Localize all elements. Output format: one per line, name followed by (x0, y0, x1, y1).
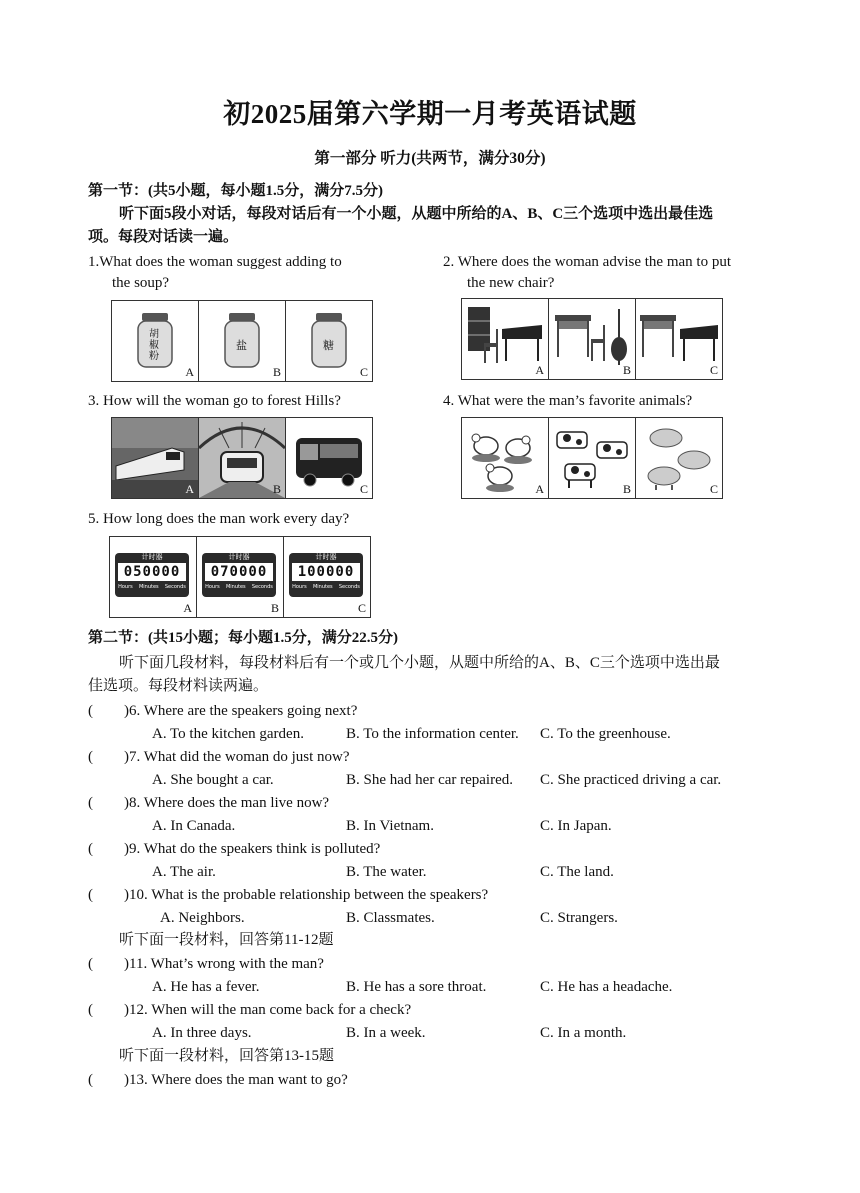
q2-stem-cont: the new chair? (467, 275, 555, 291)
jar-label: 盐 (236, 339, 247, 352)
timer-unit-label: Seconds (251, 584, 273, 590)
q1-option-c-image (286, 301, 372, 381)
q5-stem: 5. How long does the man work every day? (88, 511, 350, 527)
timer-label: 计时器 (228, 553, 250, 561)
q11-stem: )11. What’s wrong with the man? (124, 956, 324, 972)
timer-units (289, 584, 363, 590)
q8-option-a[interactable]: A. In Canada. (152, 818, 236, 834)
timer-digits: 100000 (292, 563, 360, 581)
timer-label: 计时器 (315, 553, 337, 561)
q12-option-a[interactable]: A. In three days. (152, 1025, 252, 1041)
q9-option-b[interactable]: B. The water. (346, 864, 427, 880)
q6-option-b[interactable]: B. To the information center. (346, 726, 519, 742)
q8-option-c[interactable]: C. In Japan. (540, 818, 612, 834)
timer-digits: 070000 (205, 563, 273, 581)
q12-stem: )12. When will the man come back for a check? (124, 1002, 412, 1018)
answer-bracket[interactable]: ( (88, 1002, 93, 1018)
q1-option-a-image (112, 301, 199, 381)
section2-heading: 第二节：(共15小题；每小题1.5分，满分22.5分) (88, 630, 398, 646)
q1-image-row (111, 300, 373, 382)
q6-stem: )6. Where are the speakers going next? (124, 703, 358, 719)
q7-option-a[interactable]: A. She bought a car. (152, 772, 274, 788)
jar-label: 胡椒粉 (149, 329, 159, 362)
option-label: A (185, 482, 194, 496)
q10-option-b[interactable]: B. Classmates. (346, 910, 435, 926)
answer-bracket[interactable]: ( (88, 749, 93, 765)
timer-units (115, 584, 189, 590)
answer-bracket[interactable]: ( (88, 795, 93, 811)
q11-option-c[interactable]: C. He has a headache. (540, 979, 673, 995)
q1-stem-cont: the soup? (112, 275, 170, 291)
option-label: C (709, 363, 718, 377)
answer-bracket[interactable]: ( (88, 841, 93, 857)
timer-icon (289, 553, 363, 597)
q2-stem: 2. Where does the woman advise the man to put (443, 254, 731, 270)
option-label: A (535, 363, 544, 377)
q4-stem: 4. What were the man’s favorite animals? (443, 393, 693, 409)
q6-option-a[interactable]: A. To the kitchen garden. (152, 726, 304, 742)
q12-option-c[interactable]: C. In a month. (540, 1025, 627, 1041)
q9-option-a[interactable]: A. The air. (152, 864, 216, 880)
q7-option-b[interactable]: B. She had her car repaired. (346, 772, 514, 788)
note-11-12: 听下面一段材料，回答第11-12题 (119, 932, 334, 948)
q7-stem: )7. What did the woman do just now? (124, 749, 350, 765)
q5-option-b-image (197, 537, 284, 617)
option-label: B (622, 363, 631, 377)
q10-option-a[interactable]: A. Neighbors. (160, 910, 245, 926)
section1-heading: 第一节：(共5小题，每小题1.5分，满分7.5分) (88, 183, 383, 199)
option-label: A (185, 365, 194, 379)
q4-image-row (461, 417, 723, 499)
q13-stem: )13. Where does the man want to go? (124, 1072, 348, 1088)
timer-unit-label: Seconds (164, 584, 186, 590)
timer-unit-label: Hours (118, 584, 133, 590)
q4-option-b-image (549, 418, 636, 498)
option-label: C (709, 482, 718, 496)
answer-bracket[interactable]: ( (88, 703, 93, 719)
q7-option-c[interactable]: C. She practiced driving a car. (540, 772, 722, 788)
section2-instruction-2: 佳选项。每段材料读两遍。 (88, 678, 269, 694)
option-label: A (183, 601, 192, 615)
section2-instruction-1: 听下面几段材料，每段材料后有一个或几个小题，从题中所给的A、B、C三个选项中选出最 (119, 655, 720, 671)
q11-option-b[interactable]: B. He has a sore throat. (346, 979, 487, 995)
q3-option-a-image (112, 418, 199, 498)
q3-option-b-image (199, 418, 286, 498)
jar-label: 糖 (323, 339, 334, 352)
q5-option-a-image (110, 537, 197, 617)
timer-unit-label: Minutes (225, 584, 246, 590)
q9-stem: )9. What do the speakers think is polluted? (124, 841, 381, 857)
answer-bracket[interactable]: ( (88, 887, 93, 903)
option-label: B (622, 482, 631, 496)
q2-option-b-image (549, 299, 636, 379)
q10-stem: )10. What is the probable relationship between the speakers? (124, 887, 489, 903)
q11-option-a[interactable]: A. He has a fever. (152, 979, 260, 995)
q5-option-c-image (284, 537, 370, 617)
q8-stem: )8. Where does the man live now? (124, 795, 330, 811)
q1-stem: 1.What does the woman suggest adding to (88, 254, 342, 270)
timer-icon (115, 553, 189, 597)
timer-unit-label: Minutes (312, 584, 333, 590)
q4-option-a-image (462, 418, 549, 498)
timer-unit-label: Minutes (138, 584, 159, 590)
section1-instruction-1: 听下面5段小对话，每段对话后有一个小题，从题中所给的A、B、C三个选项中选出最佳选 (119, 206, 714, 222)
option-label: C (357, 601, 366, 615)
q4-option-c-image (636, 418, 722, 498)
q12-option-b[interactable]: B. In a week. (346, 1025, 426, 1041)
option-label: B (272, 365, 281, 379)
section1-instruction-2: 项。每段对话读一遍。 (88, 229, 239, 245)
q10-option-c[interactable]: C. Strangers. (540, 910, 618, 926)
timer-unit-label: Hours (205, 584, 220, 590)
q6-option-c[interactable]: C. To the greenhouse. (540, 726, 671, 742)
part1-heading: 第一部分 听力(共两节，满分30分) (314, 150, 546, 167)
q3-stem: 3. How will the woman go to forest Hills? (88, 393, 341, 409)
q9-option-c[interactable]: C. The land. (540, 864, 614, 880)
option-label: A (535, 482, 544, 496)
timer-label: 计时器 (141, 553, 163, 561)
answer-bracket[interactable]: ( (88, 956, 93, 972)
q3-option-c-image (286, 418, 372, 498)
q2-option-c-image (636, 299, 722, 379)
page-title: 初2025届第六学期一月考英语试题 (223, 99, 637, 129)
option-label: C (359, 482, 368, 496)
option-label: C (359, 365, 368, 379)
timer-digits: 050000 (118, 563, 186, 581)
q1-option-b-image (199, 301, 286, 381)
q3-image-row (111, 417, 373, 499)
answer-bracket[interactable]: ( (88, 1072, 93, 1088)
q2-image-row (461, 298, 723, 380)
timer-unit-label: Seconds (338, 584, 360, 590)
q8-option-b[interactable]: B. In Vietnam. (346, 818, 434, 834)
timer-units (202, 584, 276, 590)
timer-unit-label: Hours (292, 584, 307, 590)
option-label: B (270, 601, 279, 615)
note-13-15: 听下面一段材料，回答第13-15题 (119, 1048, 334, 1064)
q5-image-row (109, 536, 371, 618)
q2-option-a-image (462, 299, 549, 379)
option-label: B (272, 482, 281, 496)
timer-icon (202, 553, 276, 597)
